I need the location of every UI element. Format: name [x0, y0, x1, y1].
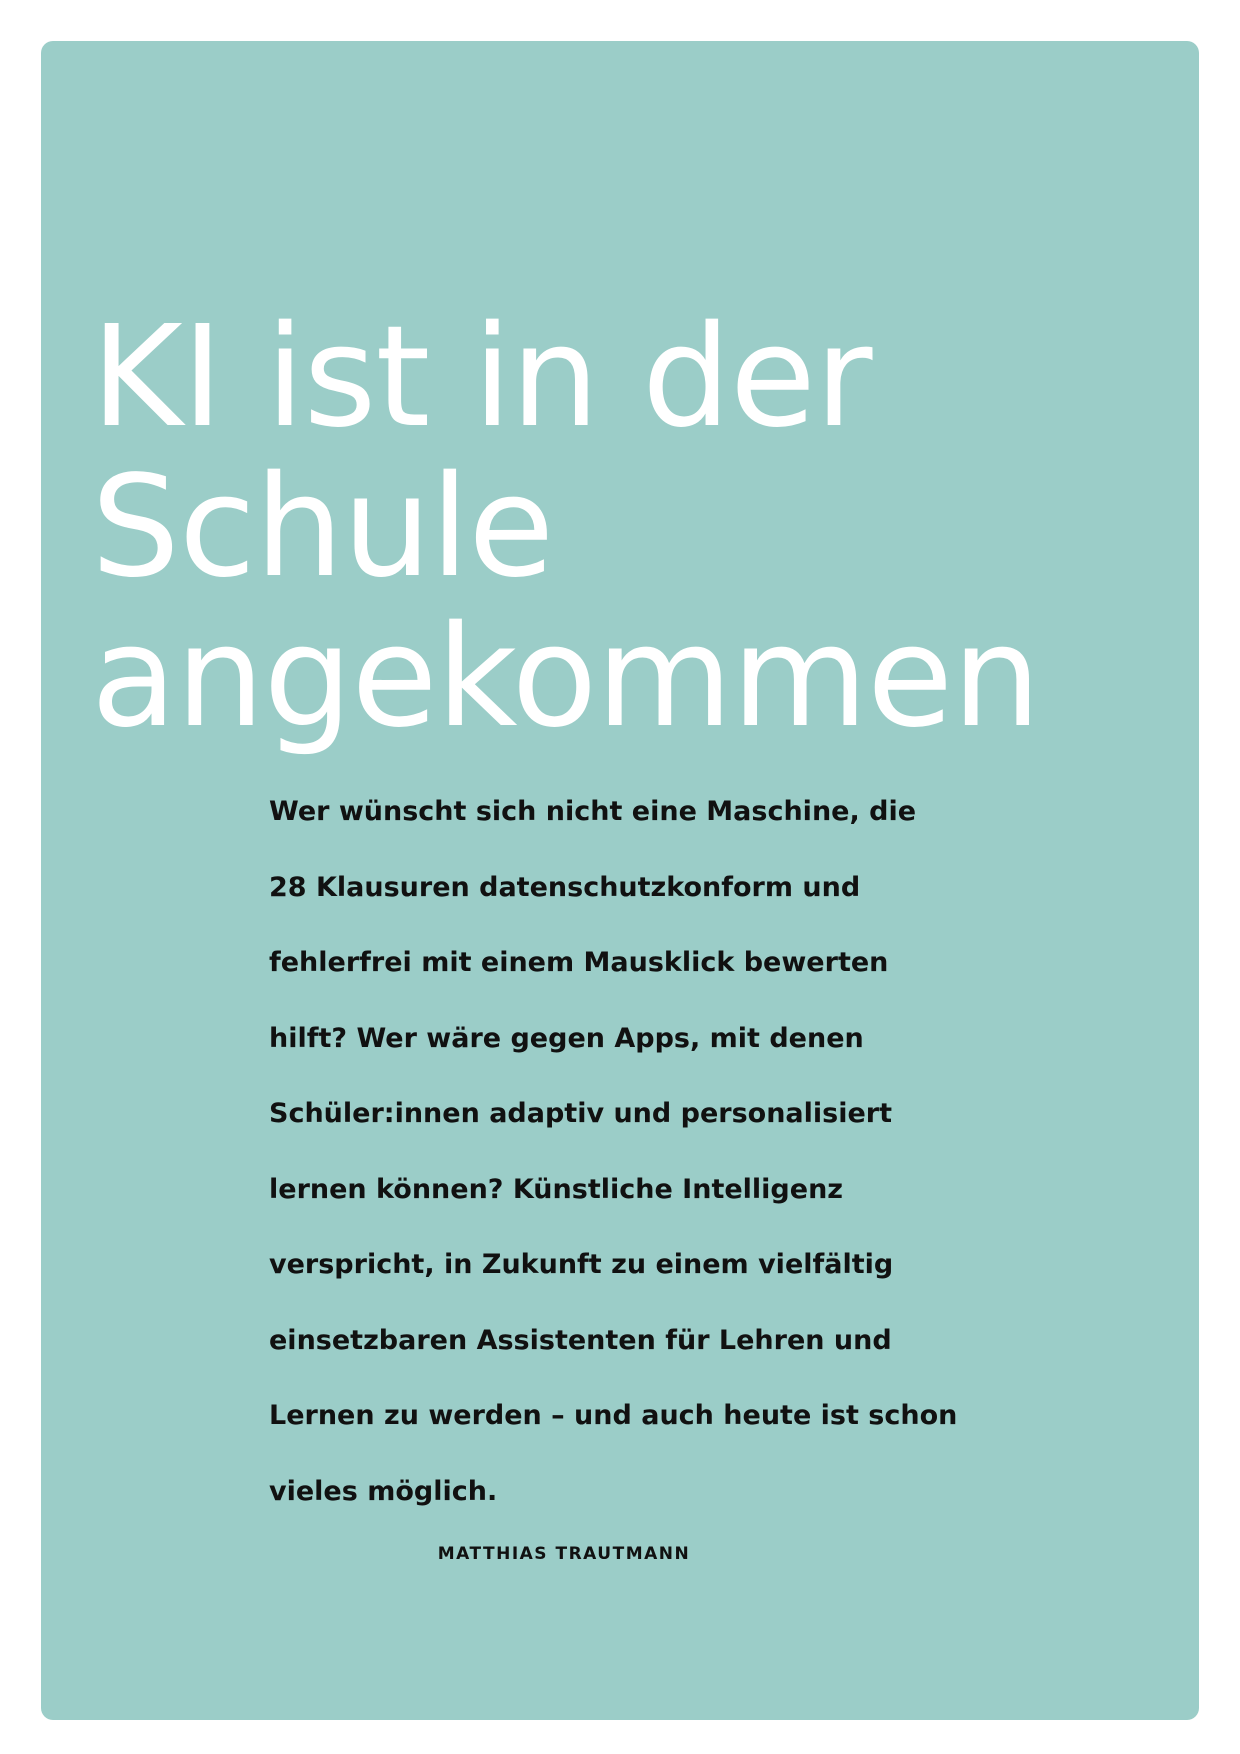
- lead-line: hilft? Wer wäre gegen Apps, mit denen: [269, 1022, 864, 1054]
- headline-line: angekommen: [91, 596, 1040, 759]
- headline-line: Schule: [91, 446, 554, 609]
- lead-line: Lernen zu werden – und auch heute ist schon: [269, 1400, 958, 1431]
- lead-line: 28 Klausuren datenschutzkonform und: [269, 871, 861, 903]
- lead-line: Schüler:innen adaptiv und personalisiert: [269, 1098, 893, 1129]
- lead-line: Wer wünscht sich nicht eine Maschine, die: [269, 796, 917, 827]
- author-name: MATTHIAS TRAUTMANN: [437, 1544, 691, 1564]
- lead-line: lernen können? Künstliche Intelligenz: [269, 1173, 844, 1205]
- headline-line: KI ist in der: [91, 296, 872, 459]
- lead-paragraph: [269, 774, 1109, 1529]
- lead-line: vieles möglich.: [269, 1475, 498, 1507]
- headline: [91, 296, 1151, 759]
- lead-line: fehlerfrei mit einem Mausklick bewerten: [269, 947, 889, 978]
- lead-line: einsetzbaren Assistenten für Lehren und: [269, 1324, 892, 1356]
- lead-line: verspricht, in Zukunft zu einem vielfältig: [269, 1249, 894, 1280]
- cover-card: [41, 41, 1199, 1720]
